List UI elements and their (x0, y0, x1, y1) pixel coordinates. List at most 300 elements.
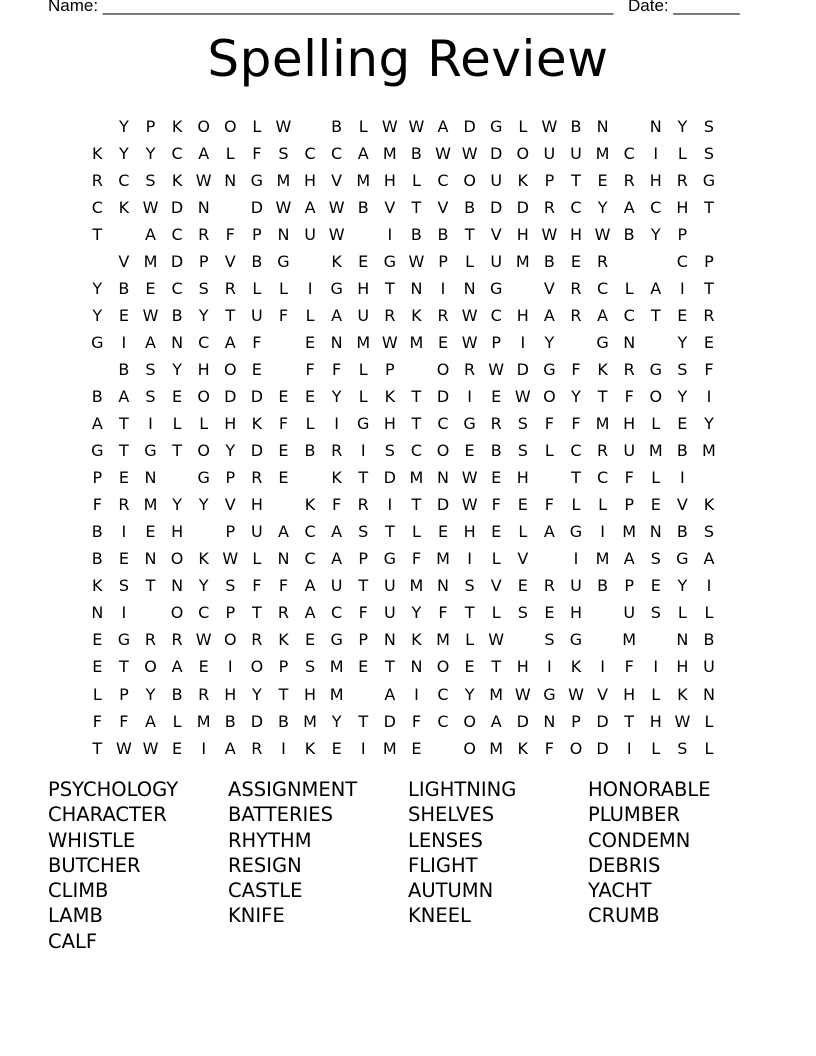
grid-letter: B (437, 224, 449, 244)
grid-letter: Y (677, 386, 688, 406)
grid-letter: G (383, 251, 397, 271)
grid-letter: R (597, 251, 609, 271)
grid-letter: U (490, 170, 503, 190)
grid-letter: A (384, 684, 396, 704)
grid-letter: C (91, 197, 103, 217)
grid-letter: U (543, 143, 556, 163)
grid-letter: T (704, 197, 714, 217)
grid-letter: E (304, 630, 316, 650)
grid-letter: K (597, 359, 608, 379)
grid-letter: U (330, 576, 343, 596)
grid-letter: R (676, 170, 688, 190)
grid-letter: R (277, 603, 290, 623)
grid-letter: M (409, 576, 424, 596)
grid-letter: C (623, 305, 635, 325)
grid-letter: C (596, 468, 609, 488)
grid-letter: N (171, 332, 184, 352)
grid-letter: M (196, 711, 211, 731)
grid-letter (536, 465, 563, 492)
grid-letter: E (92, 657, 103, 677)
grid-letter: S (517, 603, 528, 623)
grid-letter: O (223, 630, 237, 650)
grid-letter: B (623, 224, 635, 244)
grid-letter: T (411, 414, 422, 434)
grid-letter: I (440, 278, 446, 298)
grid-letter: W (195, 170, 212, 190)
grid-letter: M (409, 332, 424, 352)
grid-letter: A (304, 603, 316, 623)
grid-letter: B (570, 116, 582, 136)
grid-letter: E (677, 305, 688, 325)
grid-letter: P (225, 468, 236, 488)
grid-letter: O (144, 657, 157, 677)
grid-letter: S (145, 170, 156, 190)
grid-letter (642, 248, 669, 275)
grid-letter: C (304, 522, 316, 542)
grid-letter: N (410, 657, 423, 677)
grid-letter: S (703, 116, 715, 136)
grid-letter: Y (597, 197, 608, 217)
grid-letter: H (569, 224, 582, 244)
grid-letter: G (596, 332, 609, 352)
grid-letter: U (383, 576, 396, 596)
grid-letter: E (491, 386, 502, 406)
grid-letter: G (490, 278, 503, 298)
grid-letter: E (464, 441, 475, 461)
grid-letter: A (543, 522, 555, 542)
grid-letter: L (358, 116, 368, 136)
grid-letter (589, 600, 616, 627)
grid-letter: Y (331, 711, 342, 731)
grid-letter: W (381, 332, 398, 352)
grid-letter: U (357, 305, 370, 325)
word-list-item: KNIFE (228, 904, 285, 928)
grid-letter: M (409, 468, 424, 488)
grid-letter: F (225, 224, 235, 244)
grid-letter: R (464, 359, 476, 379)
grid-letter (84, 248, 111, 275)
grid-letter (403, 356, 430, 383)
grid-letter (84, 113, 111, 140)
grid-letter: D (596, 738, 609, 758)
grid-letter: C (171, 224, 183, 244)
grid-letter: K (384, 386, 396, 406)
grid-letter: C (171, 143, 183, 163)
grid-letter: Y (650, 224, 661, 244)
grid-letter: B (331, 116, 343, 136)
word-list-item: LAMB (48, 904, 103, 928)
grid-letter: T (358, 576, 369, 596)
grid-letter: W (461, 305, 478, 325)
word-list-item: CLIMB (48, 879, 109, 903)
grid-letter: B (410, 143, 422, 163)
grid-letter: G (649, 359, 662, 379)
grid-letter: I (360, 441, 366, 461)
grid-letter: S (198, 278, 209, 298)
grid-letter: K (304, 738, 316, 758)
word-list-item: ASSIGNMENT (228, 778, 358, 801)
grid-letter: S (145, 386, 156, 406)
grid-letter: L (199, 414, 209, 434)
grid-letter: C (650, 197, 662, 217)
grid-letter: S (544, 630, 555, 650)
grid-letter: A (490, 711, 502, 731)
grid-letter: T (92, 738, 103, 758)
grid-letter: L (172, 414, 182, 434)
grid-letter: F (624, 657, 634, 677)
header (48, 0, 748, 20)
grid-letter: B (91, 386, 103, 406)
word-list-item: KNEEL (408, 904, 471, 928)
grid-letter: B (91, 549, 103, 569)
grid-letter: E (650, 576, 661, 596)
grid-letter: H (224, 684, 237, 704)
word-list-item: CHARACTER (48, 803, 167, 827)
grid-letter: A (623, 549, 635, 569)
word-list-item: YACHT (588, 879, 652, 903)
grid-letter: V (490, 224, 502, 244)
grid-letter: K (677, 684, 688, 704)
grid-letter: T (92, 224, 103, 244)
grid-letter: K (92, 576, 103, 596)
grid-letter: H (250, 495, 263, 515)
word-list-item: BUTCHER (48, 853, 141, 877)
grid-letter: D (436, 495, 450, 515)
grid-letter: I (227, 657, 233, 677)
grid-letter (217, 194, 244, 221)
grid-letter: N (410, 278, 423, 298)
grid-letter: P (225, 603, 236, 623)
grid-letter (510, 275, 537, 302)
grid-letter: Y (411, 603, 422, 623)
grid-letter: D (383, 468, 396, 488)
grid-letter: P (145, 116, 156, 136)
grid-letter: C (118, 170, 130, 190)
grid-letter: V (597, 684, 609, 704)
grid-letter: K (171, 116, 183, 136)
grid-letter: S (358, 522, 369, 542)
grid-letter: I (121, 603, 127, 623)
grid-letter: F (544, 414, 554, 434)
grid-letter: C (437, 170, 449, 190)
grid-letter: I (626, 738, 632, 758)
grid-letter: D (596, 711, 609, 731)
grid-letter: Y (198, 576, 209, 596)
grid-letter: H (649, 711, 662, 731)
grid-letter: T (119, 414, 129, 434)
grid-letter: S (677, 359, 688, 379)
word-list-item: AUTUMN (408, 879, 494, 903)
grid-letter: Y (172, 495, 182, 515)
grid-letter: F (411, 549, 422, 569)
grid-letter: E (172, 738, 183, 758)
grid-letter: L (518, 116, 528, 136)
grid-letter: V (676, 495, 688, 515)
grid-letter: G (250, 170, 264, 190)
grid-letter: T (358, 468, 369, 488)
grid-letter: M (356, 170, 371, 190)
grid-letter: I (653, 657, 659, 677)
grid-letter: I (307, 278, 313, 298)
grid-letter: N (437, 468, 449, 488)
grid-letter: B (490, 441, 502, 461)
grid-letter: I (201, 738, 207, 758)
grid-letter (350, 681, 377, 708)
grid-letter: A (331, 522, 343, 542)
grid-letter: O (250, 657, 264, 677)
grid-letter: G (277, 251, 290, 271)
grid-letter: P (438, 251, 448, 271)
grid-letter: K (118, 197, 130, 217)
grid-letter: F (278, 576, 289, 596)
grid-letter: M (648, 441, 663, 461)
grid-letter: K (251, 414, 263, 434)
grid-letter: A (623, 197, 635, 217)
grid-letter: T (411, 495, 422, 515)
grid-letter: V (118, 251, 130, 271)
grid-letter: L (651, 684, 661, 704)
grid-letter: Y (145, 143, 156, 163)
grid-letter: W (275, 197, 292, 217)
grid-letter: P (491, 332, 502, 352)
word-list-item: HONORABLE (588, 778, 711, 801)
grid-letter: O (436, 657, 450, 677)
grid-letter: T (491, 657, 502, 677)
grid-letter: P (624, 576, 634, 596)
grid-letter: B (224, 711, 236, 731)
grid-letter: V (490, 576, 502, 596)
grid-letter (642, 627, 669, 654)
grid-letter (297, 113, 324, 140)
grid-letter: M (329, 684, 344, 704)
grid-letter: L (305, 414, 315, 434)
grid-letter: W (195, 630, 212, 650)
word-list (48, 778, 768, 955)
grid-letter: L (92, 684, 102, 704)
grid-letter: W (461, 143, 478, 163)
grid-letter: C (596, 278, 609, 298)
grid-letter: A (650, 278, 662, 298)
grid-letter: N (330, 332, 343, 352)
grid-letter: H (304, 170, 317, 190)
grid-letter: W (435, 143, 451, 163)
grid-letter: W (408, 116, 425, 136)
grid-letter: T (597, 386, 608, 406)
grid-letter: N (144, 549, 157, 569)
grid-letter: P (571, 711, 581, 731)
grid-letter: W (461, 468, 478, 488)
grid-letter: L (624, 278, 634, 298)
grid-letter: F (252, 332, 262, 352)
grid-letter: D (436, 386, 450, 406)
grid-letter: I (414, 684, 419, 704)
grid-letter: N (437, 576, 449, 596)
grid-letter: L (677, 603, 687, 623)
grid-letter: K (411, 305, 422, 325)
grid-letter: G (117, 630, 131, 650)
grid-letter: H (649, 170, 662, 190)
grid-letter: G (676, 549, 689, 569)
grid-letter: F (704, 359, 714, 379)
grid-letter: N (144, 468, 157, 488)
grid-letter: R (171, 630, 183, 650)
grid-letter: L (651, 414, 661, 434)
grid-letter: W (328, 224, 345, 244)
grid-letter: H (357, 278, 370, 298)
grid-letter: O (170, 549, 184, 569)
grid-letter: E (491, 522, 502, 542)
grid-letter: F (305, 359, 315, 379)
grid-letter: L (571, 495, 581, 515)
grid-letter: F (544, 738, 554, 758)
grid-letter (510, 627, 537, 654)
grid-letter: O (436, 441, 450, 461)
grid-letter: I (706, 386, 712, 406)
grid-letter: L (704, 603, 714, 623)
grid-letter: A (331, 305, 343, 325)
grid-letter: C (437, 711, 449, 731)
grid-letter: D (516, 711, 529, 731)
grid-letter: H (463, 522, 476, 542)
grid-letter: B (171, 305, 183, 325)
grid-letter: D (224, 386, 237, 406)
grid-letter: I (360, 738, 366, 758)
grid-letter (350, 221, 377, 248)
grid-letter: W (461, 495, 478, 515)
grid-letter: T (464, 224, 475, 244)
grid-letter: G (330, 278, 343, 298)
grid-letter: E (677, 414, 688, 434)
grid-letter: L (491, 549, 501, 569)
grid-letter: B (171, 684, 183, 704)
grid-letter (696, 465, 723, 492)
grid-letter: S (278, 143, 289, 163)
grid-letter: O (463, 170, 476, 190)
grid-letter: U (383, 603, 396, 623)
grid-letter: S (703, 143, 715, 163)
grid-letter: F (252, 143, 262, 163)
grid-letter: F (411, 711, 422, 731)
grid-letter: P (198, 251, 209, 271)
grid-letter: C (437, 684, 449, 704)
grid-letter: H (224, 414, 237, 434)
grid-letter: R (623, 359, 635, 379)
grid-letter: S (118, 576, 129, 596)
grid-letter: H (623, 414, 636, 434)
grid-letter: R (91, 170, 103, 190)
grid-letter: N (171, 576, 184, 596)
grid-letter: C (410, 441, 422, 461)
grid-letter (563, 329, 590, 356)
grid-letter: K (331, 468, 342, 488)
grid-letter: W (594, 224, 611, 244)
grid-letter: A (357, 143, 369, 163)
grid-letter: P (677, 224, 688, 244)
grid-letter: F (278, 414, 289, 434)
grid-letter: O (436, 359, 450, 379)
grid-letter: V (224, 495, 236, 515)
grid-letter: G (357, 414, 370, 434)
grid-letter: M (276, 170, 291, 190)
grid-letter: K (331, 251, 342, 271)
word-list-item: WHISTLE (48, 828, 136, 852)
grid-letter: A (91, 414, 103, 434)
grid-letter: Y (677, 576, 688, 596)
grid-letter: N (91, 603, 104, 623)
grid-letter: N (463, 278, 476, 298)
grid-letter: D (170, 251, 184, 271)
grid-letter (137, 600, 164, 627)
grid-letter: E (118, 305, 129, 325)
grid-letter: F (624, 386, 634, 406)
grid-letter: G (330, 630, 343, 650)
grid-letter: F (571, 359, 581, 379)
word-list-item: CRUMB (588, 904, 660, 928)
grid-letter: O (569, 738, 583, 758)
grid-letter: I (148, 414, 153, 434)
grid-letter: C (490, 305, 502, 325)
grid-letter: B (676, 441, 688, 461)
grid-letter: B (251, 251, 263, 271)
grid-letter: C (570, 441, 582, 461)
grid-letter: E (278, 386, 289, 406)
grid-letter: T (411, 386, 422, 406)
grid-letter (297, 248, 324, 275)
grid-letter: D (250, 386, 264, 406)
grid-letter: L (305, 305, 315, 325)
grid-letter: H (383, 414, 396, 434)
grid-letter: M (329, 657, 344, 677)
grid-letter: C (570, 197, 582, 217)
grid-letter: G (144, 441, 157, 461)
grid-letter: K (411, 630, 422, 650)
grid-letter: U (304, 224, 316, 244)
grid-letter (616, 248, 643, 275)
grid-letter: E (597, 170, 608, 190)
grid-letter: L (598, 495, 608, 515)
grid-letter: O (223, 359, 237, 379)
grid-letter: W (488, 359, 505, 379)
grid-letter: T (119, 441, 129, 461)
grid-letter: F (358, 603, 368, 623)
grid-letter: M (515, 251, 530, 271)
grid-letter: E (544, 603, 555, 623)
word-list-item: BATTERIES (228, 803, 334, 827)
grid-letter: Y (119, 143, 129, 163)
grid-letter: E (198, 657, 209, 677)
grid-letter: L (358, 359, 368, 379)
grid-letter: L (465, 251, 475, 271)
grid-letter: W (488, 630, 505, 650)
grid-letter: V (331, 170, 343, 190)
grid-letter: Y (198, 305, 209, 325)
grid-letter (270, 329, 297, 356)
grid-letter: C (437, 414, 449, 434)
grid-letter: Y (704, 414, 714, 434)
grid-letter: M (143, 495, 158, 515)
grid-letter: N (197, 197, 210, 217)
grid-letter: V (384, 197, 396, 217)
grid-letter: L (651, 738, 661, 758)
grid-letter: C (623, 143, 635, 163)
grid-letter: U (570, 576, 582, 596)
grid-letter: N (224, 170, 237, 190)
grid-letter: I (706, 576, 712, 596)
grid-letter: S (304, 657, 316, 677)
grid-letter: D (250, 197, 264, 217)
grid-letter: P (92, 468, 103, 488)
grid-letter: B (118, 278, 130, 298)
